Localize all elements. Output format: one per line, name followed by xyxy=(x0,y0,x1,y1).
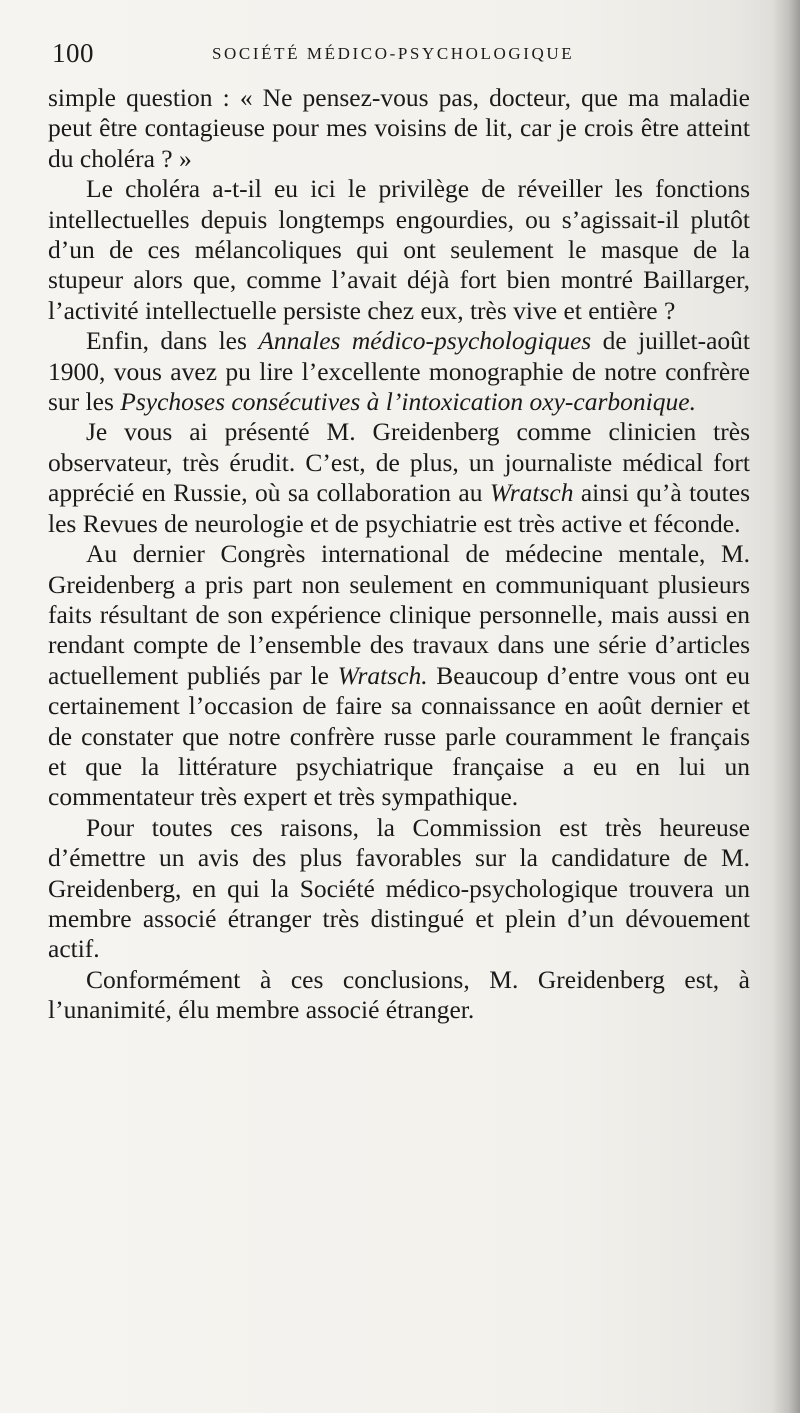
paragraph xyxy=(48,326,750,417)
text-run: simple question : « Ne pensez-vous pas, docteur, que ma maladie peut être contagieuse pour mes voisins de lit, car je crois être atteint du choléra ? » xyxy=(48,83,750,173)
paragraph xyxy=(48,539,750,813)
text-run: Beaucoup d’entre vous ont eu certainement l’occasion de faire sa connaissance en août dernier et de constater que notre confrère russe parle couramment le français et que la littérature psychiatrique française a eu en lui un commentateur très expert et très sympathique. xyxy=(48,660,750,812)
text-run: Au dernier Congrès international de médecine mentale, M. Greidenberg a pris part non seulement en communiquant plusieurs faits résultant de son expérience clinique personnelle, mais aussi en rendant compte de l’ensemble des travaux dans une série d’articles actuellement publiés par le xyxy=(48,539,750,690)
paragraph xyxy=(48,174,750,326)
text-run: Pour toutes ces raisons, la Commission est très heureuse d’émettre un avis des plus favorables sur la candidature de M. Greidenberg, en qui la Société médico-psychologique trouvera un membre associé étranger très distingué et plein d’un dévouement actif. xyxy=(48,812,750,964)
text-run: Conformément à ces conclusions, M. Greidenberg est, à l’unanimité, élu membre associé étranger. xyxy=(48,964,750,1025)
text-run: Enfin, dans les xyxy=(86,326,259,356)
paragraph xyxy=(48,83,750,174)
paragraph xyxy=(48,813,750,965)
page-header xyxy=(52,38,752,70)
text-run: ainsi qu’à toutes les Revues de neurologie et de psychiatrie est très active et féconde. xyxy=(48,478,750,538)
italic-text: Wratsch xyxy=(489,478,574,508)
paragraph xyxy=(48,417,750,539)
page-number: 100 xyxy=(52,38,94,68)
page-edge-shadow xyxy=(772,0,800,1413)
text-run: Le choléra a-t-il eu ici le privilège de réveiller les fonctions intellectuelles depuis longtemps engourdies, ou s’agissait-il plutôt d’un de ces mélancoliques qui ont seulement le masque de la stupeur alors que, comme l’avait déjà fort bien montré Baillarger, l’activité intellectuelle persiste chez eux, très vive et entière ? xyxy=(48,174,750,325)
paragraph xyxy=(48,965,750,1026)
italic-text: Wratsch. xyxy=(337,660,428,690)
text-run: Je vous ai présenté M. Greidenberg comme clinicien très observateur, très érudit. C’est, de plus, un journaliste médical fort apprécié en Russie, où sa collaboration au xyxy=(48,417,750,508)
bleed-through-text xyxy=(48,1168,778,1195)
italic-text: Annales médico-psychologiques xyxy=(258,326,592,356)
running-title: SOCIÉTÉ MÉDICO-PSYCHOLOGIQUE xyxy=(212,44,575,63)
text-run: de juillet-août 1900, vous avez pu lire l’excellente monographie de notre confrère sur les xyxy=(48,326,750,417)
body-text xyxy=(48,83,750,1026)
italic-text: Psychoses consécutives à l’intoxication oxy-carbonique. xyxy=(120,387,696,417)
